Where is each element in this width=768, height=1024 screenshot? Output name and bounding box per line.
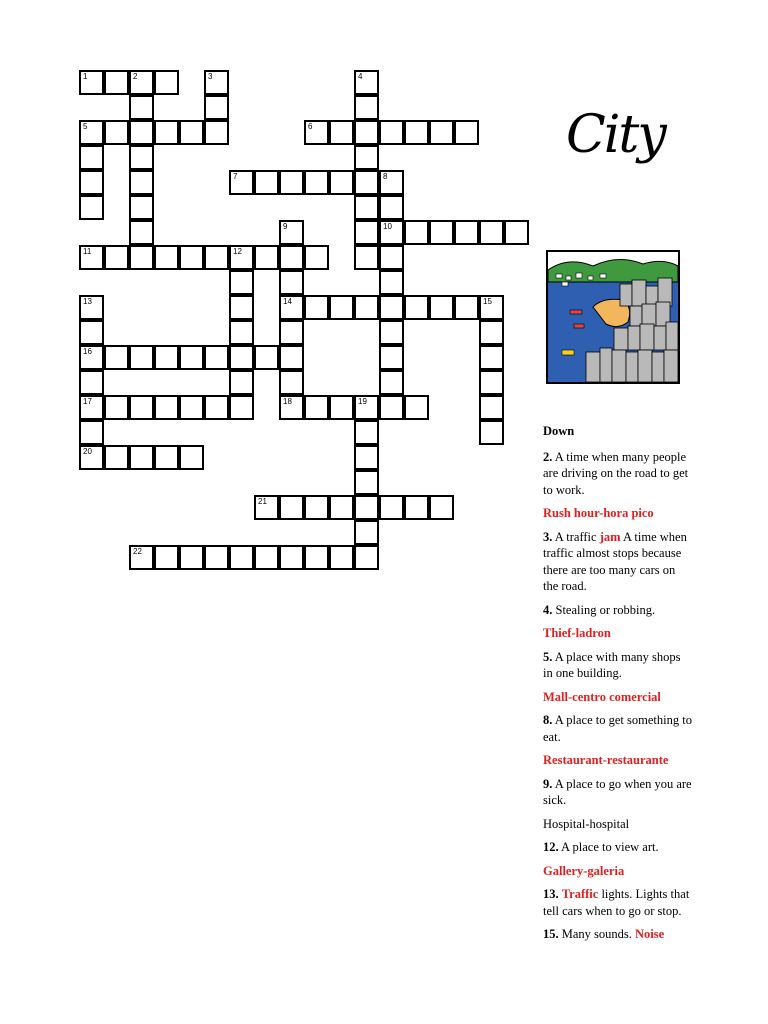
crossword-cell[interactable]: [404, 120, 429, 145]
clue-text: [543, 529, 693, 595]
clue-description: A traffic: [552, 529, 600, 544]
crossword-cell[interactable]: [179, 120, 204, 145]
city-harbor-icon: [548, 252, 678, 382]
clue-description: A place with many shops in one building.: [543, 649, 681, 680]
clue-text: [543, 649, 693, 682]
clue-number: 16: [83, 347, 92, 356]
crossword-cell[interactable]: [354, 170, 379, 195]
clue-description: A place to go when you are sick.: [543, 776, 692, 807]
crossword-cell[interactable]: [354, 95, 379, 120]
crossword-cell[interactable]: [379, 495, 404, 520]
crossword-cell[interactable]: [379, 295, 404, 320]
clue-number-label: 3.: [543, 529, 553, 544]
crossword-cell[interactable]: [304, 395, 329, 420]
clue-description: A time when many people are driving on the road to get to work.: [543, 449, 689, 497]
crossword-cell[interactable]: [254, 170, 279, 195]
clue-number: 15: [483, 297, 492, 306]
crossword-cell[interactable]: [129, 445, 154, 470]
clue-description: A place to get something to eat.: [543, 713, 692, 744]
crossword-cell[interactable]: [179, 545, 204, 570]
crossword-cell[interactable]: [479, 345, 504, 370]
clue-number: 20: [83, 447, 92, 456]
crossword-cell[interactable]: [429, 295, 454, 320]
crossword-cell[interactable]: [354, 120, 379, 145]
clue-number: 8: [383, 172, 388, 181]
crossword-cell[interactable]: [229, 270, 254, 295]
crossword-cell[interactable]: [129, 120, 154, 145]
clue-text: [543, 449, 693, 499]
crossword-cell[interactable]: [204, 95, 229, 120]
crossword-cell[interactable]: [179, 445, 204, 470]
clue-number: 14: [283, 297, 292, 306]
crossword-cell[interactable]: [279, 245, 304, 270]
crossword-cell[interactable]: [404, 295, 429, 320]
clue-number: 19: [358, 397, 367, 406]
crossword-cell[interactable]: [304, 495, 329, 520]
crossword-cell[interactable]: [279, 495, 304, 520]
crossword-cell[interactable]: [154, 395, 179, 420]
crossword-cell[interactable]: [354, 220, 379, 245]
crossword-cell[interactable]: [354, 470, 379, 495]
clue-text: [543, 926, 693, 943]
crossword-cell[interactable]: [79, 370, 104, 395]
clue-number: 21: [258, 497, 267, 506]
crossword-cell[interactable]: [154, 545, 179, 570]
crossword-cell[interactable]: [379, 195, 404, 220]
crossword-cell[interactable]: [479, 220, 504, 245]
crossword-cell[interactable]: [154, 445, 179, 470]
crossword-cell[interactable]: [354, 195, 379, 220]
crossword-cell[interactable]: [479, 420, 504, 445]
down-clues: [543, 423, 693, 950]
clue-number: 10: [383, 222, 392, 231]
crossword-cell[interactable]: [379, 370, 404, 395]
clue-text: [543, 602, 693, 619]
clue-answer: Thief-ladron: [543, 626, 611, 640]
clue-description: lights. Lights that tell cars when to go or stop.: [543, 887, 690, 918]
city-harbor-illustration: [546, 250, 680, 384]
clue-description: A place to view art.: [558, 840, 659, 854]
crossword-cell[interactable]: [204, 345, 229, 370]
crossword-cell[interactable]: [104, 395, 129, 420]
crossword-cell[interactable]: [454, 220, 479, 245]
crossword-cell[interactable]: [254, 345, 279, 370]
clue-number: 7: [233, 172, 238, 181]
crossword-cell[interactable]: [354, 520, 379, 545]
clue-number-label: 9.: [543, 776, 553, 791]
crossword-cell[interactable]: [129, 245, 154, 270]
crossword-cell[interactable]: [179, 395, 204, 420]
crossword-cell[interactable]: [79, 420, 104, 445]
crossword-cell[interactable]: [329, 545, 354, 570]
crossword-cell[interactable]: [204, 120, 229, 145]
crossword-cell[interactable]: [104, 345, 129, 370]
clue-answer: Gallery-galeria: [543, 863, 625, 878]
crossword-cell[interactable]: [354, 545, 379, 570]
crossword-cell[interactable]: [154, 70, 179, 95]
crossword-cell[interactable]: [79, 170, 104, 195]
crossword-cell[interactable]: [379, 270, 404, 295]
clue-number: 13: [83, 297, 92, 306]
crossword-grid: [0, 0, 560, 600]
clue-text: [543, 776, 693, 809]
crossword-cell[interactable]: [204, 245, 229, 270]
crossword-cell[interactable]: [204, 395, 229, 420]
crossword-cell[interactable]: [229, 320, 254, 345]
crossword-cell[interactable]: [329, 495, 354, 520]
crossword-cell[interactable]: [279, 270, 304, 295]
clue-number: 4: [358, 72, 363, 81]
crossword-cell[interactable]: [404, 395, 429, 420]
clue-number: 6: [308, 122, 313, 131]
crossword-cell[interactable]: [404, 220, 429, 245]
crossword-cell[interactable]: [354, 445, 379, 470]
crossword-cell[interactable]: [429, 120, 454, 145]
crossword-cell[interactable]: [329, 395, 354, 420]
clue-answer: Rush hour-hora pico: [543, 506, 654, 520]
clue-answer-inline: Traffic: [561, 887, 599, 901]
crossword-cell[interactable]: [279, 545, 304, 570]
page-title: City: [566, 105, 665, 165]
crossword-cell[interactable]: [254, 545, 279, 570]
crossword-cell[interactable]: [504, 220, 529, 245]
crossword-cell[interactable]: [304, 295, 329, 320]
crossword-cell[interactable]: [129, 220, 154, 245]
clue-number: 3: [208, 72, 213, 81]
crossword-cell[interactable]: [229, 295, 254, 320]
crossword-cell[interactable]: [154, 120, 179, 145]
clue-number: 9: [283, 222, 288, 231]
crossword-cell[interactable]: [129, 170, 154, 195]
crossword-cell[interactable]: [104, 445, 129, 470]
crossword-cell[interactable]: [304, 245, 329, 270]
clue-answer-inline: Noise: [635, 927, 665, 941]
crossword-cell[interactable]: [229, 545, 254, 570]
clue-text: [543, 886, 693, 919]
clue-number: 1: [83, 72, 88, 81]
crossword-cell[interactable]: [129, 195, 154, 220]
clue-answer: Hospital-hospital: [543, 816, 630, 831]
crossword-cell[interactable]: [454, 120, 479, 145]
crossword-cell[interactable]: [479, 370, 504, 395]
crossword-cell[interactable]: [279, 370, 304, 395]
crossword-cell[interactable]: [354, 495, 379, 520]
crossword-cell[interactable]: [179, 345, 204, 370]
clue-number-label: 4.: [543, 602, 553, 617]
clue-number-label: 13.: [543, 887, 559, 901]
crossword-cell[interactable]: [154, 345, 179, 370]
crossword-cell[interactable]: [229, 370, 254, 395]
crossword-cell[interactable]: [479, 395, 504, 420]
crossword-cell[interactable]: [304, 545, 329, 570]
crossword-cell[interactable]: [279, 320, 304, 345]
clue-description: Many sounds.: [558, 927, 636, 941]
crossword-cell[interactable]: [354, 245, 379, 270]
clue-description: A time when traffic almost stops because there are too many cars on the road.: [543, 529, 687, 593]
clue-number-label: 2.: [543, 449, 553, 464]
crossword-cell[interactable]: [404, 495, 429, 520]
crossword-cell[interactable]: [379, 395, 404, 420]
clue-text: [543, 712, 693, 745]
crossword-cell[interactable]: [379, 120, 404, 145]
clue-number-label: 8.: [543, 713, 553, 727]
crossword-cell[interactable]: [129, 145, 154, 170]
crossword-cell[interactable]: [129, 345, 154, 370]
crossword-cell[interactable]: [79, 320, 104, 345]
crossword-cell[interactable]: [304, 170, 329, 195]
clue-number-label: 5.: [543, 649, 553, 664]
clue-text: [543, 839, 693, 856]
crossword-cell[interactable]: [104, 245, 129, 270]
crossword-cell[interactable]: [129, 395, 154, 420]
crossword-cell[interactable]: [279, 345, 304, 370]
clue-number: 2: [133, 72, 138, 81]
crossword-cell[interactable]: [154, 245, 179, 270]
crossword-cell[interactable]: [379, 320, 404, 345]
clue-answer: Mall-centro comercial: [543, 689, 661, 704]
clue-number: 5: [83, 122, 88, 131]
crossword-cell[interactable]: [104, 70, 129, 95]
crossword-cell[interactable]: [454, 295, 479, 320]
crossword-cell[interactable]: [429, 220, 454, 245]
crossword-cell[interactable]: [254, 245, 279, 270]
crossword-cell[interactable]: [279, 170, 304, 195]
clue-number: 17: [83, 397, 92, 406]
crossword-cell[interactable]: [79, 145, 104, 170]
clue-number-label: 15.: [543, 927, 559, 941]
clue-answer: Restaurant-restaurante: [543, 753, 669, 767]
clue-number: 12: [233, 247, 242, 256]
clues-heading: Down: [543, 424, 575, 438]
clue-number: 22: [133, 547, 142, 556]
clue-number-label: 12.: [543, 840, 559, 854]
crossword-cell[interactable]: [104, 120, 129, 145]
crossword-cell[interactable]: [354, 145, 379, 170]
crossword-cell[interactable]: [329, 120, 354, 145]
crossword-cell[interactable]: [329, 295, 354, 320]
crossword-cell[interactable]: [329, 170, 354, 195]
clue-number: 11: [83, 247, 92, 256]
crossword-cell[interactable]: [204, 545, 229, 570]
crossword-cell[interactable]: [229, 345, 254, 370]
crossword-cell[interactable]: [429, 495, 454, 520]
crossword-cell[interactable]: [129, 95, 154, 120]
clue-list: [543, 449, 693, 943]
crossword-cell[interactable]: [379, 245, 404, 270]
clue-description: Stealing or robbing.: [552, 602, 656, 617]
crossword-cell[interactable]: [379, 345, 404, 370]
crossword-cell[interactable]: [179, 245, 204, 270]
crossword-cell[interactable]: [229, 395, 254, 420]
crossword-cell[interactable]: [354, 420, 379, 445]
crossword-cell[interactable]: [79, 195, 104, 220]
clue-number: 18: [283, 397, 292, 406]
crossword-cell[interactable]: [354, 295, 379, 320]
crossword-cell[interactable]: [479, 320, 504, 345]
clue-answer-inline: jam: [599, 529, 621, 544]
